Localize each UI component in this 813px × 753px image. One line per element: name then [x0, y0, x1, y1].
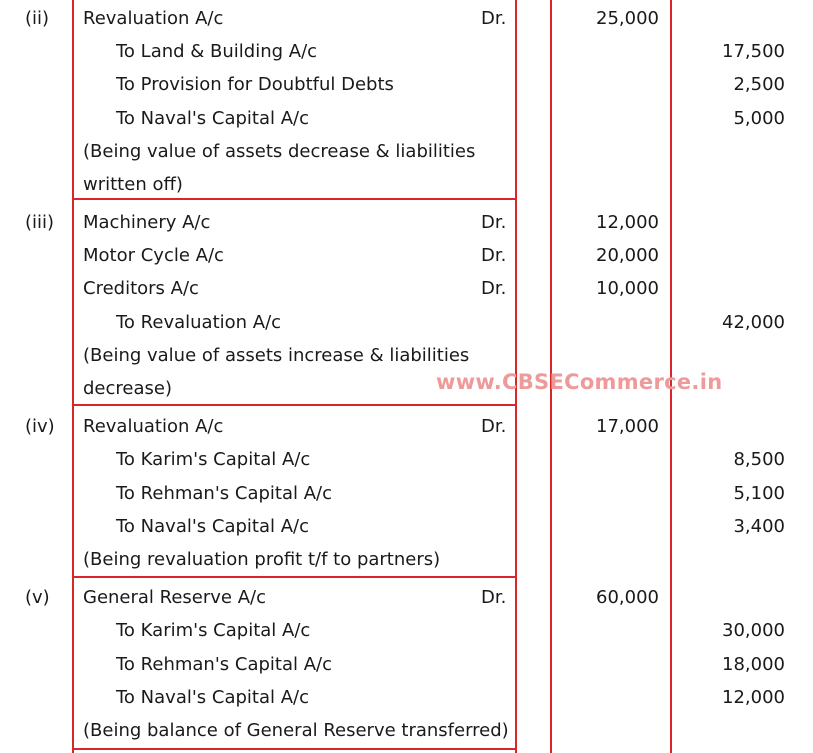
credit-account: To Naval's Capital A/c: [116, 108, 310, 129]
entry-separator: [73, 404, 517, 406]
debit-account: Revaluation A/c: [83, 416, 224, 437]
credit-amount: 3,400: [733, 516, 785, 537]
credit-account: To Karim's Capital A/c: [116, 620, 311, 641]
debit-amount: 17,000: [596, 416, 659, 437]
credit-amount: 17,500: [722, 41, 785, 62]
watermark: www.CBSECommerce.in: [436, 370, 723, 394]
credit-amount: 8,500: [733, 449, 785, 470]
debit-account: Machinery A/c: [83, 212, 211, 233]
narration-line: (Being value of assets decrease & liabilities: [83, 141, 476, 162]
credit-account: To Naval's Capital A/c: [116, 687, 310, 708]
debit-account: Revaluation A/c: [83, 8, 224, 29]
debit-amount: 20,000: [596, 245, 659, 266]
credit-account: To Revaluation A/c: [116, 312, 282, 333]
debit-account: Motor Cycle A/c: [83, 245, 224, 266]
credit-account: To Rehman's Capital A/c: [116, 654, 332, 675]
entry-number: (ii): [25, 8, 50, 29]
credit-amount: 30,000: [722, 620, 785, 641]
entry-number: (iv): [25, 416, 55, 437]
narration-line: decrease): [83, 378, 172, 399]
credit-account: To Provision for Doubtful Debts: [116, 74, 394, 95]
credit-amount: 2,500: [733, 74, 785, 95]
credit-account: To Naval's Capital A/c: [116, 516, 310, 537]
credit-amount: 12,000: [722, 687, 785, 708]
entry-number: (v): [25, 587, 50, 608]
column-rule-particulars-left: [72, 0, 74, 753]
narration-line: (Being balance of General Reserve transferred): [83, 720, 509, 741]
entry-separator: [73, 198, 517, 200]
dr-marker: Dr.: [481, 278, 507, 299]
entry-separator: [73, 576, 517, 578]
debit-amount: 12,000: [596, 212, 659, 233]
debit-amount: 10,000: [596, 278, 659, 299]
debit-amount: 25,000: [596, 8, 659, 29]
dr-marker: Dr.: [481, 416, 507, 437]
narration-line: (Being revaluation profit t/f to partners): [83, 549, 441, 570]
credit-amount: 5,000: [733, 108, 785, 129]
entry-separator: [73, 748, 517, 750]
credit-amount: 42,000: [722, 312, 785, 333]
dr-marker: Dr.: [481, 212, 507, 233]
debit-account: Creditors A/c: [83, 278, 199, 299]
credit-amount: 5,100: [733, 483, 785, 504]
debit-amount: 60,000: [596, 587, 659, 608]
narration-line: (Being value of assets increase & liabilities: [83, 345, 470, 366]
entry-number: (iii): [25, 212, 55, 233]
credit-amount: 18,000: [722, 654, 785, 675]
narration-line: written off): [83, 174, 183, 195]
dr-marker: Dr.: [481, 587, 507, 608]
credit-account: To Land & Building A/c: [116, 41, 318, 62]
debit-account: General Reserve A/c: [83, 587, 267, 608]
dr-marker: Dr.: [481, 8, 507, 29]
credit-account: To Rehman's Capital A/c: [116, 483, 332, 504]
credit-account: To Karim's Capital A/c: [116, 449, 311, 470]
dr-marker: Dr.: [481, 245, 507, 266]
